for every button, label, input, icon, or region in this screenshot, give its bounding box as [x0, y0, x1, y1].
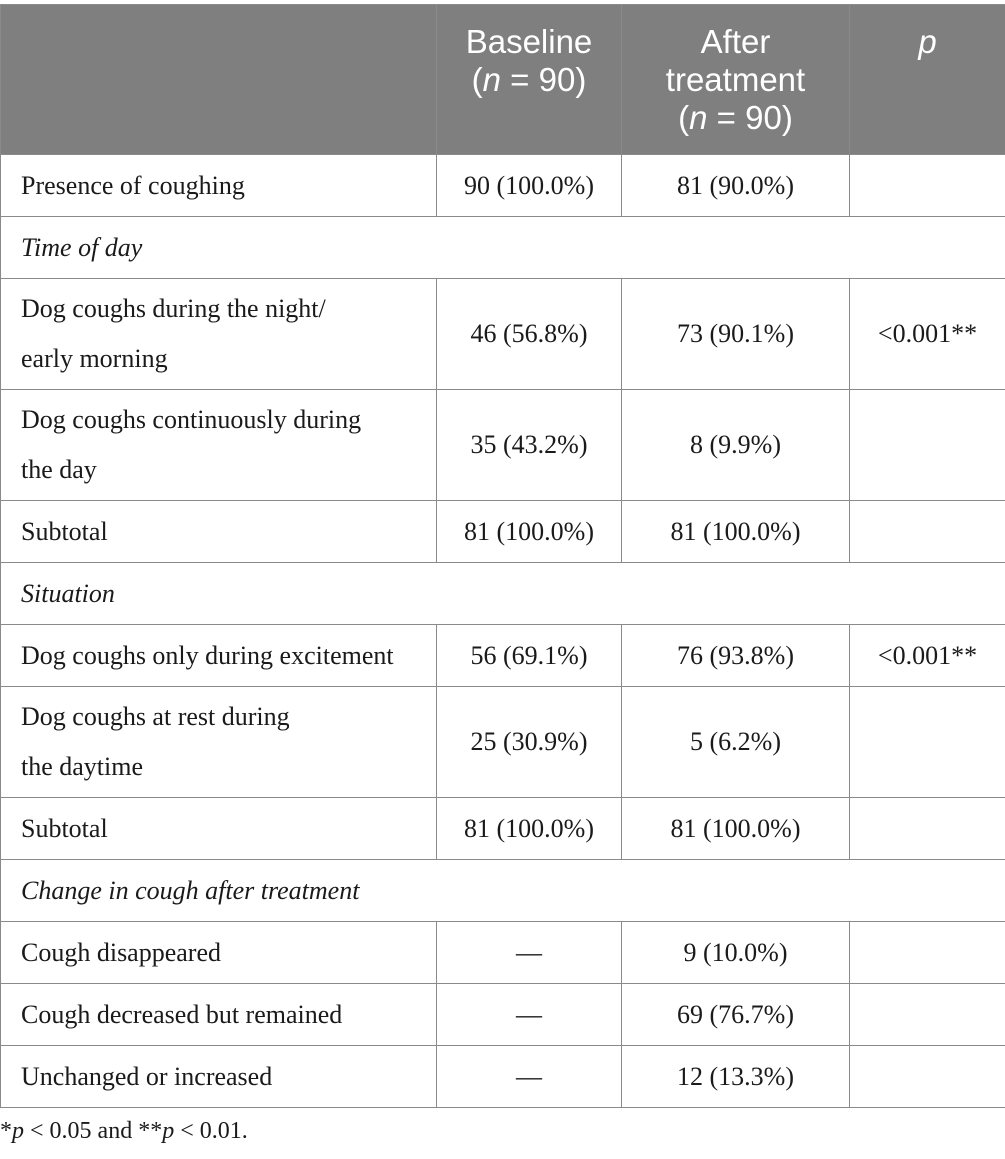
section-row: [1, 563, 1005, 625]
header-row: [1, 5, 1005, 155]
table-row: [1, 390, 1005, 501]
baseline-cell: 81 (100.0%): [437, 501, 622, 563]
baseline-cell: 56 (69.1%): [437, 625, 622, 687]
p-cell: [850, 390, 1005, 501]
row-label: Subtotal: [1, 798, 437, 860]
table-header: [1, 5, 1005, 155]
table-row: [1, 922, 1005, 984]
after-cell: 69 (76.7%): [622, 984, 850, 1046]
table-row: [1, 279, 1005, 390]
row-label: Cough decreased but remained: [1, 984, 437, 1046]
header-empty-cell: [1, 5, 437, 155]
after-cell: 5 (6.2%): [622, 687, 850, 798]
row-label: [1, 687, 437, 798]
header-baseline-line1: Baseline: [465, 23, 593, 60]
baseline-cell: 90 (100.0%): [437, 155, 622, 217]
p-cell: [850, 922, 1005, 984]
baseline-cell: 25 (30.9%): [437, 687, 622, 798]
row-label: Unchanged or increased: [1, 1046, 437, 1108]
footnote-p2: p: [162, 1118, 175, 1144]
row-label: Dog coughs only during excitement: [1, 625, 437, 687]
header-after-line2: treatment: [665, 61, 806, 98]
row-label-line2: early morning: [21, 344, 168, 373]
header-baseline-n: n: [482, 61, 502, 98]
results-table-container: [0, 4, 1005, 1108]
section-row: [1, 860, 1005, 922]
after-cell: 81 (90.0%): [622, 155, 850, 217]
baseline-cell: —: [437, 922, 622, 984]
p-cell: [850, 501, 1005, 563]
after-cell: 9 (10.0%): [622, 922, 850, 984]
baseline-cell: 35 (43.2%): [437, 390, 622, 501]
after-cell: 81 (100.0%): [622, 501, 850, 563]
p-cell: <0.001**: [850, 625, 1005, 687]
header-baseline-line2: (n = 90): [471, 61, 587, 98]
row-label-line1: Dog coughs continuously during: [21, 405, 362, 434]
after-cell: 76 (93.8%): [622, 625, 850, 687]
after-cell: 8 (9.9%): [622, 390, 850, 501]
row-label-line1: Dog coughs during the night/: [21, 294, 326, 323]
section-label: Change in cough after treatment: [1, 860, 1005, 922]
header-after-line3: (n = 90): [678, 99, 793, 136]
p-cell: [850, 687, 1005, 798]
footnote-star: *: [0, 1118, 12, 1144]
p-cell: [850, 155, 1005, 217]
baseline-cell: 81 (100.0%): [437, 798, 622, 860]
row-label: Subtotal: [1, 501, 437, 563]
header-after-n: n: [689, 99, 708, 136]
header-baseline: [437, 5, 622, 155]
header-p-label: p: [918, 23, 937, 60]
table-footnote: [0, 1118, 248, 1145]
row-label-line1: Dog coughs at rest during: [21, 702, 290, 731]
baseline-cell: 46 (56.8%): [437, 279, 622, 390]
p-cell: [850, 984, 1005, 1046]
row-label: [1, 279, 437, 390]
header-after-treatment: [622, 5, 850, 155]
p-cell: <0.001**: [850, 279, 1005, 390]
table-row: [1, 798, 1005, 860]
table-row: [1, 625, 1005, 687]
after-cell: 12 (13.3%): [622, 1046, 850, 1108]
header-baseline-n-value: = 90): [501, 61, 587, 98]
after-cell: 81 (100.0%): [622, 798, 850, 860]
table-row: [1, 984, 1005, 1046]
baseline-cell: —: [437, 984, 622, 1046]
p-cell: [850, 798, 1005, 860]
footnote-p1: p: [12, 1118, 24, 1144]
header-p-value: [850, 5, 1005, 155]
section-label: Situation: [1, 563, 1005, 625]
table-row: [1, 501, 1005, 563]
row-label-line2: the day: [21, 455, 97, 484]
header-after-line1: After: [700, 23, 771, 60]
table-body: [1, 155, 1005, 1108]
section-row: [1, 217, 1005, 279]
section-label: Time of day: [1, 217, 1005, 279]
footnote-threshold-2: < 0.01.: [174, 1118, 248, 1144]
row-label: Cough disappeared: [1, 922, 437, 984]
table-row: [1, 687, 1005, 798]
row-label-line2: the daytime: [21, 752, 144, 781]
baseline-cell: —: [437, 1046, 622, 1108]
table-row: [1, 1046, 1005, 1108]
row-label: Presence of coughing: [1, 155, 437, 217]
results-table: [0, 4, 1005, 1108]
p-cell: [850, 1046, 1005, 1108]
row-label: [1, 390, 437, 501]
table-row: [1, 155, 1005, 217]
footnote-threshold-1: < 0.05 and **: [24, 1118, 163, 1144]
after-cell: 73 (90.1%): [622, 279, 850, 390]
header-after-n-value: = 90): [707, 99, 793, 136]
